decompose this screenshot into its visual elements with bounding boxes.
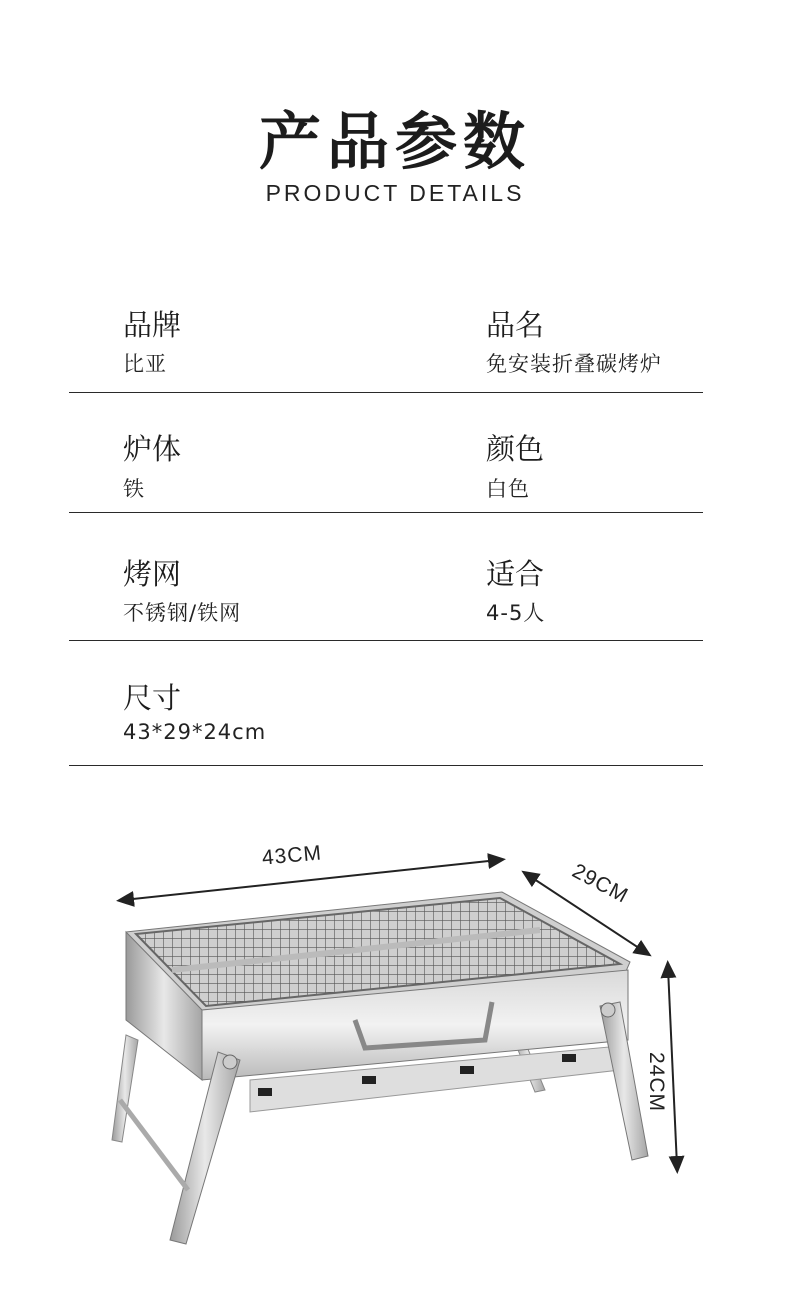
- spec-value-body: 铁: [123, 477, 145, 501]
- spec-label-color: 颜色: [486, 432, 545, 466]
- spec-value-brand: 比亚: [123, 352, 167, 376]
- product-image: [100, 830, 720, 1270]
- spec-value-grill-net: 不锈钢/铁网: [123, 601, 242, 625]
- spec-label-size: 尺寸: [123, 681, 182, 715]
- spec-row: [69, 673, 703, 766]
- spec-value-suitable: 4-5人: [486, 601, 546, 625]
- spec-row: [69, 300, 703, 393]
- spec-label-grill-net: 烤网: [123, 557, 182, 591]
- spec-label-body: 炉体: [123, 432, 182, 466]
- divider: [69, 765, 703, 766]
- spec-value-size: 43*29*24cm: [123, 720, 267, 744]
- spec-label-brand: 品牌: [123, 308, 182, 342]
- page-subtitle: PRODUCT DETAILS: [265, 180, 525, 206]
- divider: [69, 392, 703, 393]
- height-arrow: [668, 968, 677, 1166]
- spec-value-product-name: 免安装折叠碳烤炉: [486, 352, 662, 376]
- spec-value-color: 白色: [486, 477, 530, 501]
- spec-label-suitable: 适合: [486, 557, 545, 591]
- spec-label-product-name: 品名: [486, 308, 545, 342]
- divider: [69, 512, 703, 513]
- dimension-width-label: 29CM: [568, 859, 633, 908]
- page-title: 产品参数: [258, 105, 531, 178]
- dimension-height-label: 24CM: [645, 1052, 668, 1113]
- divider: [69, 640, 703, 641]
- spec-row: [69, 424, 703, 514]
- dimension-length-label: 43CM: [261, 841, 323, 870]
- spec-row: [69, 549, 703, 642]
